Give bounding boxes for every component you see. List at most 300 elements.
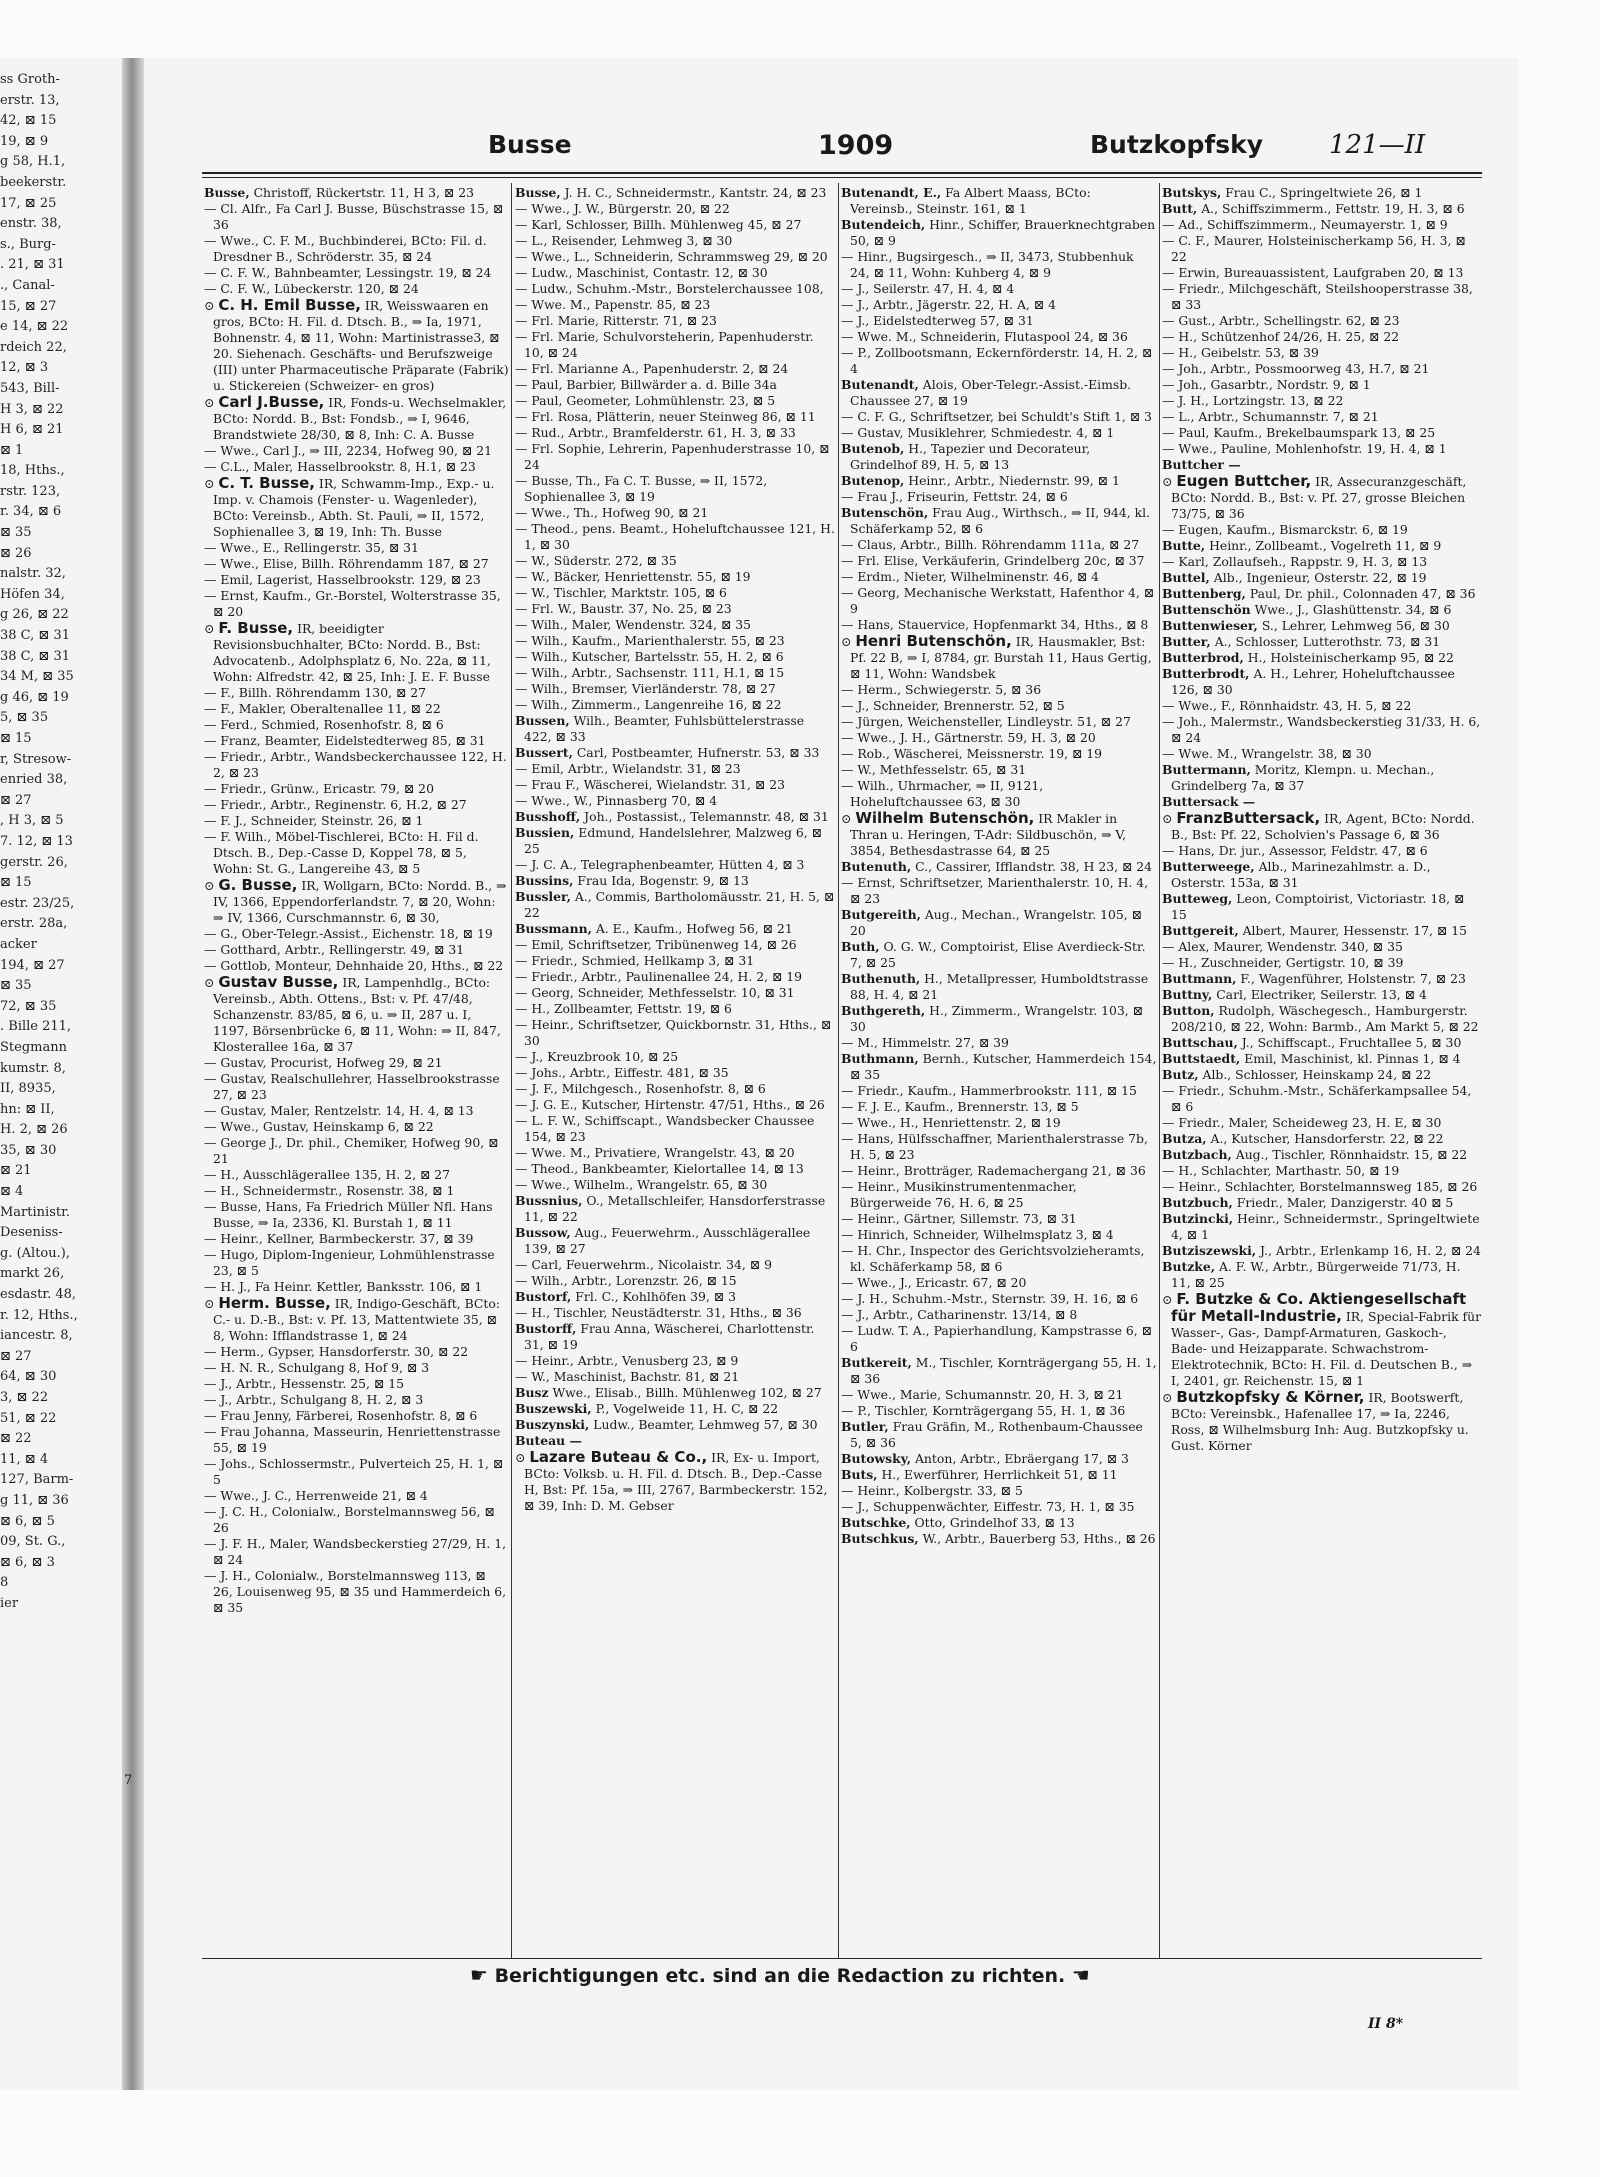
directory-entry [1162, 1195, 1482, 1211]
footer-notice-text: Berichtigungen etc. sind an die Redaction zu richten. [494, 1965, 1066, 1987]
entry-surname: Buttenwieser, [1162, 618, 1258, 633]
directory-entry [515, 1385, 835, 1401]
directory-entry [204, 1055, 509, 1071]
directory-entry [1162, 265, 1482, 281]
entry-details: — J., Kreuzbrook 10, ⊠ 25 [515, 1049, 679, 1064]
entry-surname: Butte, [1162, 538, 1206, 553]
directory-entry [515, 953, 835, 969]
directory-entry [1162, 634, 1482, 650]
directory-entry [1162, 987, 1482, 1003]
directory-entry [841, 313, 1157, 329]
entry-details: — Wwe., J. W., Bürgerstr. 20, ⊠ 22 [515, 201, 730, 216]
entry-details: — Joh., Gasarbtr., Nordstr. 9, ⊠ 1 [1162, 377, 1371, 392]
entry-surname: Busshoff, [515, 809, 581, 824]
directory-entry [841, 377, 1157, 409]
previous-page-fragment: beekerstr. [0, 174, 67, 190]
directory-entry [841, 489, 1157, 505]
directory-entry [515, 1305, 835, 1321]
entry-surname: Busz [515, 1385, 549, 1400]
directory-entry [1162, 698, 1482, 714]
entry-details: — Wwe., Wilhelm., Wrangelstr. 65, ⊠ 30 [515, 1177, 768, 1192]
directory-entry [204, 588, 509, 620]
entry-details: — Heinr., Kellner, Barmbeckerstr. 37, ⊠ 39 [204, 1231, 474, 1246]
directory-entry [841, 1243, 1157, 1275]
entry-details: — Wwe., L., Schneiderin, Schrammsweg 29, ⊠ 20 [515, 249, 828, 264]
entry-surname: Buttersack — [1162, 794, 1256, 809]
entry-surname: Buttgereit, [1162, 923, 1239, 938]
directory-entry [1162, 281, 1482, 313]
entry-surname: Butendeich, [841, 217, 926, 232]
entry-surname: Butenandt, E., [841, 185, 942, 200]
directory-entry [841, 297, 1157, 313]
previous-page-fragment: H 6, ⊠ 21 [0, 422, 64, 438]
firm-name: C. H. Emil Busse, [218, 296, 361, 314]
entry-details: — J., Arbtr., Catharinenstr. 13/14, ⊠ 8 [841, 1307, 1078, 1322]
directory-entry [204, 185, 509, 201]
entry-details: Bernh., Kutscher, Hammerdeich 154, ⊠ 35 [850, 1051, 1157, 1082]
entry-details: — Frau Johanna, Masseurin, Henriettenstrasse 55, ⊠ 19 [204, 1424, 501, 1455]
directory-entry [841, 746, 1157, 762]
entry-details: J., Schiffscapt., Fruchtallee 5, ⊠ 30 [1237, 1035, 1462, 1050]
directory-column-2 [515, 185, 835, 1955]
directory-entry [515, 409, 835, 425]
previous-page-fragment: H 3, ⊠ 22 [0, 401, 64, 417]
directory-entry [515, 1289, 835, 1305]
directory-entry [515, 713, 835, 745]
directory-entry [204, 620, 509, 685]
registered-firm-icon: ⊙ [204, 975, 219, 990]
entry-details: A. F. W., Arbtr., Bürgerweide 71/73, H. 11, ⊠ 25 [1171, 1259, 1461, 1290]
directory-entry [204, 281, 509, 297]
entry-details: Frau C., Springeltwiete 26, ⊠ 1 [1221, 185, 1423, 200]
entry-details: — J. G. E., Kutscher, Hirtenstr. 47/51, Hths., ⊠ 26 [515, 1097, 825, 1112]
entry-details: Joh., Postassist., Telemannstr. 48, ⊠ 31 [580, 809, 829, 824]
entry-details: Anton, Arbtr., Ebräergang 17, ⊠ 3 [911, 1451, 1129, 1466]
entry-surname: Butler, [841, 1419, 889, 1434]
entry-details: J., Arbtr., Erlenkamp 16, H. 2, ⊠ 24 [1256, 1243, 1481, 1258]
registered-firm-icon: ⊙ [1162, 474, 1177, 489]
entry-details: — G., Ober-Telegr.-Assist., Eichenstr. 18, ⊠ 19 [204, 926, 493, 941]
entry-surname: Buteau — [515, 1433, 582, 1448]
entry-details: — Theod., Bankbeamter, Kielortallee 14, ⊠ 13 [515, 1161, 804, 1176]
directory-entry [515, 665, 835, 681]
previous-page-fragment: enstr. 38, [0, 216, 62, 232]
entry-details: Frau Gräfin, M., Rothenbaum-Chaussee 5, ⊠ 36 [850, 1419, 1143, 1450]
directory-entry [515, 281, 835, 297]
directory-entry [515, 761, 835, 777]
entry-details: H., Metallpresser, Humboldtstrasse 88, H. 4, ⊠ 21 [850, 971, 1149, 1002]
directory-entry [841, 859, 1157, 875]
previous-page-fragment: 194, ⊠ 27 [0, 957, 65, 973]
firm-name: C. T. Busse, [218, 474, 315, 492]
entry-details: — J. C. H., Colonialw., Borstelmannsweg 56, ⊠ 26 [204, 1504, 495, 1535]
directory-entry [204, 877, 509, 926]
entry-details: — Wwe., F., Rönnhaidstr. 43, H. 5, ⊠ 22 [1162, 698, 1412, 713]
directory-entry [841, 1227, 1157, 1243]
entry-details: — W., Bäcker, Henriettenstr. 55, ⊠ 19 [515, 569, 751, 584]
entry-details: — J., Arbtr., Hessenstr. 25, ⊠ 15 [204, 1376, 404, 1391]
directory-entry [515, 265, 835, 281]
directory-entry [515, 1273, 835, 1289]
previous-page-fragment: 543, Bill- [0, 380, 60, 396]
entry-details: A. H., Lehrer, Hoheluftchaussee 126, ⊠ 30 [1171, 666, 1455, 697]
entry-details: — Wwe., Elise, Billh. Röhrendamm 187, ⊠ 27 [204, 556, 489, 571]
entry-details: — Friedr., Schmied, Hellkamp 3, ⊠ 31 [515, 953, 755, 968]
directory-entry [841, 730, 1157, 746]
directory-entry [841, 1179, 1157, 1211]
previous-page-fragment: 34 M, ⊠ 35 [0, 669, 74, 685]
firm-name: F. Butzke & Co. Aktiengesellschaft für Metall-Industrie, [1171, 1290, 1467, 1325]
scan-margin-bottom [0, 2090, 1600, 2177]
entry-details: — Frl. Marie, Schulvorsteherin, Papenhuderstr. 10, ⊠ 24 [515, 329, 814, 360]
entry-details: — Ludw. T. A., Papierhandlung, Kampstrasse 6, ⊠ 6 [841, 1323, 1152, 1354]
entry-details: — Friedr., Arbtr., Wandsbeckerchaussee 122, H. 2, ⊠ 23 [204, 749, 507, 780]
directory-entry [515, 1369, 835, 1385]
entry-details: — C. F. W., Lübeckerstr. 120, ⊠ 24 [204, 281, 419, 296]
entry-surname: Butzbach, [1162, 1147, 1232, 1162]
directory-column-3 [841, 185, 1157, 1955]
entry-details: — L., Reisender, Lehmweg 3, ⊠ 30 [515, 233, 733, 248]
directory-entry [841, 553, 1157, 569]
previous-page-fragment: Deseniss- [0, 1225, 63, 1241]
directory-entry [841, 1515, 1157, 1531]
entry-surname: Buttenschön [1162, 602, 1251, 617]
entry-surname: Buthmann, [841, 1051, 919, 1066]
directory-entry [1162, 794, 1482, 810]
entry-surname: Buthenuth, [841, 971, 921, 986]
entry-details: IR, Wollgarn, BCto: Nordd. B., ⇒ IV, 1366, Eppendorferlandstr. 7, ⊠ 20, Wohn: ⇒ IV, 1366, Curschmannstr. 6, ⊠ 30, [213, 878, 507, 925]
entry-details: — Joh., Malermstr., Wandsbeckerstieg 31/33, H. 6, ⊠ 24 [1162, 714, 1481, 745]
entry-details: — Wilh., Uhrmacher, ⇒ II, 9121, Hoheluftchaussee 63, ⊠ 30 [841, 778, 1044, 809]
entry-details: Carl, Electriker, Seilerstr. 13, ⊠ 4 [1212, 987, 1427, 1002]
entry-details: W., Arbtr., Bauerberg 53, Hths., ⊠ 26 [918, 1531, 1156, 1546]
directory-entry [515, 873, 835, 889]
entry-surname: Buszynski, [515, 1417, 590, 1432]
entry-details: — Wwe., E., Rellingerstr. 35, ⊠ 31 [204, 540, 419, 555]
entry-details: — Friedr., Maler, Scheideweg 23, H. E, ⊠ 30 [1162, 1115, 1442, 1130]
entry-details: — L., Arbtr., Schumannstr. 7, ⊠ 21 [1162, 409, 1379, 424]
entry-details: IR, Weisswaaren en gros, BCto: H. Fil. d. Dtsch. B., ⇒ Ia, 1971, Bohnenstr. 4, ⊠ 11, Wohn: Martinistrasse3, ⊠ 20. Siehenach. Geschäfts- und Berufszweige (III) unter Pharmaceutische Präparate (Fabrik) u. Stickereien (Schweizer- en gros) [213, 298, 509, 393]
previous-page-fragment: rstr. 123, [0, 483, 61, 499]
entry-details: — Frl. Sophie, Lehrerin, Papenhuderstrasse 10, ⊠ 24 [515, 441, 830, 472]
entry-details: — P., Zollbootsmann, Eckernförderstr. 14, H. 2, ⊠ 4 [841, 345, 1153, 376]
entry-details: — P., Tischler, Kornträgergang 55, H. 1, ⊠ 36 [841, 1403, 1126, 1418]
page-number: 121—II [1329, 130, 1426, 160]
previous-page-fragment: 3, ⊠ 22 [0, 1390, 49, 1405]
entry-surname: Butenandt, [841, 377, 919, 392]
entry-details: — Ludw., Maschinist, Contastr. 12, ⊠ 30 [515, 265, 768, 280]
entry-surname: Butzke, [1162, 1259, 1216, 1274]
entry-details: — Wwe. M., Wrangelstr. 38, ⊠ 30 [1162, 746, 1372, 761]
entry-details: — Wwe., Pauline, Mohlenhofstr. 19, H. 4, ⊠ 1 [1162, 441, 1447, 456]
entry-details: — W., Methfesselstr. 65, ⊠ 31 [841, 762, 1027, 777]
entry-details: Wwe., J., Glashüttenstr. 34, ⊠ 6 [1250, 602, 1452, 617]
entry-details: — Wilh., Maler, Wendenstr. 324, ⊠ 35 [515, 617, 752, 632]
entry-details: — Frl. Rosa, Plätterin, neuer Steinweg 86, ⊠ 11 [515, 409, 816, 424]
header-first-name: Busse [488, 130, 572, 159]
directory-entry [515, 809, 835, 825]
firm-name: F. Busse, [218, 619, 294, 637]
registered-firm-icon: ⊙ [204, 621, 219, 636]
entry-surname: Butza, [1162, 1131, 1207, 1146]
directory-entry [204, 1183, 509, 1199]
entry-surname: Busse, [515, 185, 561, 200]
directory-entry [841, 1083, 1157, 1099]
directory-entry [204, 1167, 509, 1183]
previous-page-strip [0, 70, 122, 1990]
entry-surname: Butziszewski, [1162, 1243, 1257, 1258]
entry-details: Albert, Maurer, Hessenstr. 17, ⊠ 15 [1238, 923, 1467, 938]
registered-firm-icon: ⊙ [841, 811, 856, 826]
previous-page-fragment: s., Burg- [0, 236, 56, 252]
entry-details: IR Makler in Thran u. Heringen, T-Adr: Sildbuschön, ⇒ V, 3854, Bethesdastrasse 64, ⊠ 25 [850, 811, 1127, 858]
previous-page-fragment: . 21, ⊠ 31 [0, 257, 65, 273]
entry-details: — Franz, Beamter, Eidelstedterweg 85, ⊠ 31 [204, 733, 486, 748]
previous-page-fragment: 19, ⊠ 9 [0, 133, 49, 149]
entry-surname: Bussler, [515, 889, 571, 904]
entry-surname: Buthgereth, [841, 1003, 926, 1018]
directory-entry [515, 777, 835, 793]
registered-firm-icon: ⊙ [515, 1450, 530, 1465]
directory-entry [515, 393, 835, 409]
entry-details: IR, Agent, BCto: Nordd. B., Bst: Pf. 22, Scholvien's Passage 6, ⊠ 36 [1171, 811, 1475, 842]
entry-details: — Heinr., Arbtr., Venusberg 23, ⊠ 9 [515, 1353, 739, 1368]
entry-details: — F., Makler, Oberaltenallee 11, ⊠ 22 [204, 701, 441, 716]
entry-surname: Bussien, [515, 825, 575, 840]
entry-details: Edmund, Handelslehrer, Malzweg 6, ⊠ 25 [524, 825, 823, 856]
firm-name: Henri Butenschön, [855, 632, 1012, 650]
entry-details: Frau Ida, Bogenstr. 9, ⊠ 13 [573, 873, 749, 888]
entry-details: — Wwe. M., Schneiderin, Flutaspool 24, ⊠ 36 [841, 329, 1128, 344]
directory-entry [1162, 425, 1482, 441]
directory-entry [515, 473, 835, 505]
directory-entry [515, 937, 835, 953]
directory-entry [515, 425, 835, 441]
entry-details: A., Schiffszimmerm., Fettstr. 19, H. 3, ⊠ 6 [1197, 201, 1465, 216]
entry-details: J. H. C., Schneidermstr., Kantstr. 24, ⊠ 23 [560, 185, 827, 200]
directory-column-1 [204, 185, 509, 1955]
entry-details: — J. F., Milchgesch., Rosenhofstr. 8, ⊠ 6 [515, 1081, 766, 1096]
directory-entry [204, 942, 509, 958]
directory-entry [204, 1231, 509, 1247]
directory-entry [515, 985, 835, 1001]
entry-details: — Rob., Wäscherei, Meissnerstr. 19, ⊠ 19 [841, 746, 1103, 761]
entry-details: — Wwe., J. H., Gärtnerstr. 59, H. 3, ⊠ 20 [841, 730, 1096, 745]
directory-entry [1162, 185, 1482, 201]
entry-details: Carl, Postbeamter, Hufnerstr. 53, ⊠ 33 [572, 745, 820, 760]
column-divider [1159, 183, 1160, 1958]
entry-details: — Heinr., Brotträger, Rademachergang 21, ⊠ 36 [841, 1163, 1146, 1178]
entry-details: F., Wagenführer, Holstenstr. 7, ⊠ 23 [1236, 971, 1466, 986]
directory-entry [841, 1275, 1157, 1291]
previous-page-fragment: ⊠ 4 [0, 1184, 24, 1200]
previous-page-fragment: markt 26, [0, 1266, 65, 1282]
entry-details: Aug., Tischler, Rönnhaidstr. 15, ⊠ 22 [1231, 1147, 1468, 1162]
entry-surname: Buttmann, [1162, 971, 1237, 986]
entry-details: — Frau Jenny, Färberei, Rosenhofstr. 8, ⊠ 6 [204, 1408, 478, 1423]
firm-name: FranzButtersack, [1176, 809, 1321, 827]
entry-details: — J., Schuppenwächter, Eiffestr. 73, H. 1, ⊠ 35 [841, 1499, 1135, 1514]
entry-details: — Friedr., Arbtr., Reginenstr. 6, H.2, ⊠ 27 [204, 797, 467, 812]
entry-details: Frau Anna, Wäscherei, Charlottenstr. 31, ⊠ 19 [524, 1321, 815, 1352]
previous-page-fragment: ⊠ 27 [0, 792, 32, 808]
previous-page-fragment: 72, ⊠ 35 [0, 998, 57, 1014]
entry-surname: Buts, [841, 1467, 878, 1482]
entry-details: — Heinr., Schriftsetzer, Quickbornstr. 31, Hths., ⊠ 30 [515, 1017, 832, 1048]
directory-entry [515, 329, 835, 361]
registered-firm-icon: ⊙ [204, 395, 219, 410]
entry-details: — J., Schneider, Brennerstr. 52, ⊠ 5 [841, 698, 1065, 713]
entry-details: — Hans, Hülfsschaffner, Marienthalerstrasse 7b, H. 5, ⊠ 23 [841, 1131, 1148, 1162]
registered-firm-icon: ⊙ [1162, 1390, 1177, 1405]
previous-page-fragment: , H 3, ⊠ 5 [0, 813, 64, 829]
directory-entry [204, 685, 509, 701]
directory-entry [204, 829, 509, 877]
entry-surname: Bussnius, [515, 1193, 583, 1208]
previous-page-fragment: 42, ⊠ 15 [0, 113, 57, 129]
entry-details: — J., Arbtr., Schulgang 8, H. 2, ⊠ 3 [204, 1392, 424, 1407]
entry-details: — Alex, Maurer, Wendenstr. 340, ⊠ 35 [1162, 939, 1403, 954]
directory-entry [841, 714, 1157, 730]
directory-entry [515, 793, 835, 809]
directory-entry [204, 1119, 509, 1135]
directory-entry [515, 1353, 835, 1369]
directory-entry [204, 201, 509, 233]
directory-entry [515, 249, 835, 265]
entry-details: — Erdm., Nieter, Wilhelminenstr. 46, ⊠ 4 [841, 569, 1100, 584]
entry-surname: Butterbrodt, [1162, 666, 1250, 681]
entry-surname: Bussmann, [515, 921, 592, 936]
directory-entry [515, 1401, 835, 1417]
previous-page-fragment: ier [0, 1595, 19, 1611]
directory-entry [204, 540, 509, 556]
header-rule-thin [202, 177, 1482, 178]
entry-details: — Frau J., Friseurin, Fettstr. 24, ⊠ 6 [841, 489, 1068, 504]
header-rule [202, 172, 1482, 174]
entry-details: — Hinrich, Schneider, Wilhelmsplatz 3, ⊠ 4 [841, 1227, 1114, 1242]
entry-details: — Wwe., Gustav, Heinskamp 6, ⊠ 22 [204, 1119, 434, 1134]
entry-details: — Wwe. M., Papenstr. 85, ⊠ 23 [515, 297, 711, 312]
previous-page-fragment: 17, ⊠ 25 [0, 195, 57, 211]
previous-page-fragment: r, Stresow- [0, 751, 72, 767]
directory-entry [204, 813, 509, 829]
previous-page-fragment: 12, ⊠ 3 [0, 360, 49, 376]
directory-entry [841, 1163, 1157, 1179]
directory-entry [515, 969, 835, 985]
entry-details: — Emil, Arbtr., Wielandstr. 31, ⊠ 23 [515, 761, 741, 776]
previous-page-fragment: ⊠ 15 [0, 875, 32, 891]
entry-details: — Gustav, Maler, Rentzelstr. 14, H. 4, ⊠ 13 [204, 1103, 474, 1118]
entry-surname: Buttermann, [1162, 762, 1251, 777]
directory-entry [204, 1504, 509, 1536]
directory-entry [841, 425, 1157, 441]
entry-surname: Butter, [1162, 634, 1211, 649]
entry-details: — Carl, Feuerwehrm., Nicolaistr. 34, ⊠ 9 [515, 1257, 772, 1272]
registered-firm-icon: ⊙ [204, 476, 219, 491]
directory-entry [204, 1279, 509, 1295]
directory-entry [1162, 746, 1482, 762]
previous-page-fragment: 51, ⊠ 22 [0, 1410, 57, 1426]
directory-entry [204, 1247, 509, 1279]
previous-page-fragment: ⊠ 35 [0, 525, 32, 541]
previous-page-fragment: 35, ⊠ 30 [0, 1142, 57, 1158]
entry-surname: Butterweege, [1162, 859, 1255, 874]
entry-surname: Buttcher — [1162, 457, 1241, 472]
directory-entry [515, 1449, 835, 1514]
directory-entry [515, 569, 835, 585]
entry-surname: Bussins, [515, 873, 574, 888]
entry-details: — Frl. Marianne A., Papenhuderstr. 2, ⊠ 24 [515, 361, 789, 376]
directory-entry [1162, 217, 1482, 233]
previous-page-fragment: 38 C, ⊠ 31 [0, 648, 70, 664]
entry-details: — Wilh., Arbtr., Sachsenstr. 111, H.1, ⊠ 15 [515, 665, 785, 680]
directory-entry [1162, 618, 1482, 634]
entry-details: — Ernst, Kaufm., Gr.-Borstel, Wolterstrasse 35, ⊠ 20 [204, 588, 501, 619]
entry-details: — Wwe., Marie, Schumannstr. 20, H. 3, ⊠ 21 [841, 1387, 1124, 1402]
directory-entry [1162, 473, 1482, 522]
previous-page-fragment: ss Groth- [0, 72, 60, 87]
entry-details: — George J., Dr. phil., Chemiker, Hofweg 90, ⊠ 21 [204, 1135, 499, 1166]
entry-details: — Herm., Schwiegerstr. 5, ⊠ 36 [841, 682, 1042, 697]
previous-page-fragment: enried 38, [0, 772, 68, 788]
directory-entry [515, 633, 835, 649]
entry-surname: Butenob, [841, 441, 905, 456]
directory-entry [515, 201, 835, 217]
entry-details: — Frl. W., Baustr. 37, No. 25, ⊠ 23 [515, 601, 732, 616]
entry-surname: Buttschau, [1162, 1035, 1238, 1050]
entry-details: — Gottlob, Monteur, Dehnhaide 20, Hths., ⊠ 22 [204, 958, 504, 973]
directory-entry [841, 1499, 1157, 1515]
entry-details: IR, Fonds-u. Wechselmakler, BCto: Nordd. B., Bst: Fondsb., ⇒ I, 9646, Brandstwiete 28/30, ⊠ 8, Inh: C. A. Busse [213, 395, 507, 442]
entry-details: IR, Schwamm-Imp., Exp.- u. Imp. v. Chamois (Fenster- u. Wagenleder), BCto: Vereinsb., Abth. St. Pauli, ⇒ II, 1572, Sophienallee 3, ⊠ 19, Inh: Th. Busse [213, 476, 495, 539]
directory-entry [1162, 843, 1482, 859]
entry-surname: Buth, [841, 939, 880, 954]
directory-entry [841, 971, 1157, 1003]
directory-entry [204, 974, 509, 1055]
entry-surname: Butzbuch, [1162, 1195, 1233, 1210]
entry-details: P., Vogelweide 11, H. C, ⊠ 22 [591, 1401, 779, 1416]
directory-entry [204, 394, 509, 443]
entry-details: — Herm., Gypser, Hansdorferstr. 30, ⊠ 22 [204, 1344, 469, 1359]
directory-entry [1162, 538, 1482, 554]
directory-entry [1162, 1051, 1482, 1067]
directory-entry [1162, 377, 1482, 393]
entry-details: A., Commis, Bartholomäusstr. 21, H. 5, ⊠ 22 [524, 889, 835, 920]
previous-page-fragment: ⊠ 22 [0, 1431, 32, 1447]
entry-details: — H., Ausschlägerallee 135, H. 2, ⊠ 27 [204, 1167, 451, 1182]
directory-entry [1162, 1291, 1482, 1389]
entry-details: — Claus, Arbtr., Billh. Röhrendamm 111a, ⊠ 27 [841, 537, 1140, 552]
entry-details: IR, Bootswerft, BCto: Vereinsbk., Hafenallee 17, ⇒ Ia, 2246, Ross, ⊠ Wilhelmsburg Inh: Aug. Butzkopfsky u. Gust. Körner [1171, 1390, 1469, 1453]
header-year: 1909 [818, 130, 894, 161]
entry-details: IR, Special-Fabrik für Wasser-, Gas-, Dampf-Armaturen, Gaskoch-, Bade- und Heizapparate. Schwachstrom-Elektrotechnik, BCto: H. Fil. d. Deutschen B., ⇒ I, 2401, gr. Reichenstr. 15, ⊠ 1 [1171, 1309, 1482, 1388]
previous-page-fragment: 8 [0, 1575, 9, 1591]
directory-entry [841, 1355, 1157, 1387]
entry-details: — Gustav, Musiklehrer, Schmiedestr. 4, ⊠ 1 [841, 425, 1115, 440]
directory-entry [841, 907, 1157, 939]
entry-details: A. E., Kaufm., Hofweg 56, ⊠ 21 [591, 921, 793, 936]
directory-entry [204, 1424, 509, 1456]
entry-details: — C.L., Maler, Hasselbrookstr. 8, H.1, ⊠ 23 [204, 459, 476, 474]
previous-page-fragment: ⊠ 35 [0, 978, 32, 994]
previous-page-fragment: ⊠ 6, ⊠ 3 [0, 1554, 55, 1570]
directory-entry [841, 185, 1157, 217]
previous-page-fragment: iancestr. 8, [0, 1328, 73, 1344]
entry-details: — J. C. A., Telegraphenbeamter, Hütten 4, ⊠ 3 [515, 857, 805, 872]
previous-page-fragment: 5, ⊠ 35 [0, 710, 49, 726]
entry-details: — Heinr., Musikinstrumentenmacher, Bürgerweide 76, H. 6, ⊠ 25 [841, 1179, 1077, 1210]
entry-details: Frl. C., Kohlhöfen 39, ⊠ 3 [571, 1289, 736, 1304]
